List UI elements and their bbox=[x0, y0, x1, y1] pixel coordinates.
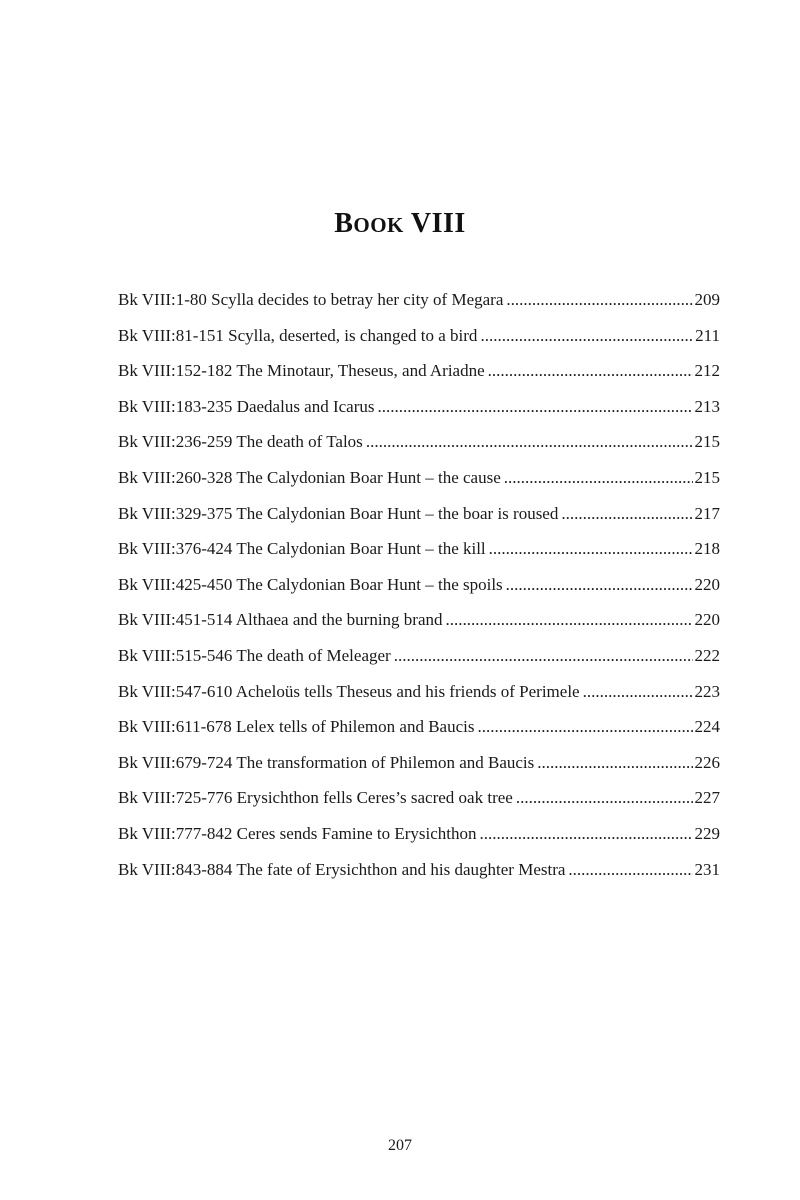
toc-entry[interactable] bbox=[118, 717, 720, 753]
toc-entry-title: Bk VIII:425-450 The Calydonian Boar Hunt – the spoils bbox=[118, 574, 503, 594]
toc-entry[interactable] bbox=[118, 610, 720, 646]
dot-leader bbox=[480, 824, 693, 844]
toc-entry[interactable] bbox=[118, 397, 720, 433]
toc-entry-page: 220 bbox=[694, 610, 720, 630]
toc-entry[interactable] bbox=[118, 646, 720, 682]
heading-initial: B bbox=[334, 208, 354, 239]
toc-entry-page: 231 bbox=[694, 859, 720, 879]
toc-entry-page: 218 bbox=[694, 539, 720, 559]
dot-leader bbox=[477, 717, 692, 737]
toc-entry-title: Bk VIII:777-842 Ceres sends Famine to Erysichthon bbox=[118, 823, 477, 843]
dot-leader bbox=[488, 361, 693, 381]
book-heading bbox=[0, 208, 800, 240]
toc-entry-title: Bk VIII:843-884 The fate of Erysichthon and his daughter Mestra bbox=[118, 859, 566, 879]
table-of-contents bbox=[118, 290, 720, 895]
heading-small-caps: OOK bbox=[353, 213, 404, 237]
toc-entry-title: Bk VIII:725-776 Erysichthon fells Ceres’s sacred oak tree bbox=[118, 788, 513, 808]
toc-entry-page: 215 bbox=[694, 467, 720, 487]
toc-entry[interactable] bbox=[118, 432, 720, 468]
toc-entry-title: Bk VIII:183-235 Daedalus and Icarus bbox=[118, 396, 375, 416]
dot-leader bbox=[504, 468, 693, 488]
dot-leader bbox=[583, 682, 693, 702]
toc-entry[interactable] bbox=[118, 860, 720, 896]
toc-entry-title: Bk VIII:451-514 Althaea and the burning brand bbox=[118, 610, 443, 630]
dot-leader bbox=[480, 326, 693, 346]
toc-entry[interactable] bbox=[118, 361, 720, 397]
toc-entry[interactable] bbox=[118, 326, 720, 362]
toc-entry-page: 222 bbox=[694, 645, 720, 665]
heading-numeral: VIII bbox=[410, 208, 466, 239]
dot-leader bbox=[446, 610, 693, 630]
toc-entry-title: Bk VIII:1-80 Scylla decides to betray her city of Megara bbox=[118, 290, 504, 309]
toc-entry-title: Bk VIII:260-328 The Calydonian Boar Hunt – the cause bbox=[118, 467, 501, 487]
toc-entry[interactable] bbox=[118, 575, 720, 611]
toc-entry-page: 212 bbox=[694, 361, 720, 381]
toc-entry-page: 224 bbox=[694, 717, 720, 737]
toc-entry[interactable] bbox=[118, 468, 720, 504]
toc-entry-title: Bk VIII:679-724 The transformation of Philemon and Baucis bbox=[118, 752, 535, 772]
toc-entry[interactable] bbox=[118, 753, 720, 789]
dot-leader bbox=[506, 290, 692, 310]
toc-entry-page: 217 bbox=[694, 503, 720, 523]
dot-leader bbox=[378, 397, 693, 417]
toc-entry-page: 229 bbox=[694, 823, 720, 843]
toc-entry-page: 223 bbox=[694, 681, 720, 701]
toc-entry-title: Bk VIII:152-182 The Minotaur, Theseus, and Ariadne bbox=[118, 361, 485, 381]
toc-entry-title: Bk VIII:329-375 The Calydonian Boar Hunt – the boar is roused bbox=[118, 503, 559, 523]
dot-leader bbox=[537, 753, 692, 773]
toc-entry[interactable] bbox=[118, 682, 720, 718]
dot-leader bbox=[561, 504, 692, 524]
dot-leader bbox=[394, 646, 693, 666]
toc-entry[interactable] bbox=[118, 824, 720, 860]
page-number: 207 bbox=[388, 1137, 412, 1154]
dot-leader bbox=[366, 432, 693, 452]
toc-entry-title: Bk VIII:376-424 The Calydonian Boar Hunt – the kill bbox=[118, 539, 486, 559]
toc-entry-page: 211 bbox=[695, 325, 720, 345]
toc-entry-title: Bk VIII:611-678 Lelex tells of Philemon and Baucis bbox=[118, 717, 475, 737]
toc-entry[interactable] bbox=[118, 539, 720, 575]
toc-entry-title: Bk VIII:515-546 The death of Meleager bbox=[118, 645, 391, 665]
toc-entry[interactable] bbox=[118, 504, 720, 540]
dot-leader bbox=[516, 788, 693, 808]
toc-entry-page: 226 bbox=[694, 752, 720, 772]
dot-leader bbox=[506, 575, 693, 595]
dot-leader bbox=[489, 539, 693, 559]
toc-entry[interactable] bbox=[118, 788, 720, 824]
toc-entry-title: Bk VIII:547-610 Acheloüs tells Theseus and his friends of Perimele bbox=[118, 681, 580, 701]
toc-entry-page: 209 bbox=[694, 290, 720, 309]
toc-entry-page: 220 bbox=[694, 574, 720, 594]
toc-entry-page: 227 bbox=[694, 788, 720, 808]
toc-entry-page: 215 bbox=[694, 432, 720, 452]
toc-entry-title: Bk VIII:236-259 The death of Talos bbox=[118, 432, 363, 452]
dot-leader bbox=[568, 860, 692, 880]
toc-entry-title: Bk VIII:81-151 Scylla, deserted, is changed to a bird bbox=[118, 325, 478, 345]
toc-entry[interactable] bbox=[118, 290, 720, 326]
toc-entry-page: 213 bbox=[694, 396, 720, 416]
